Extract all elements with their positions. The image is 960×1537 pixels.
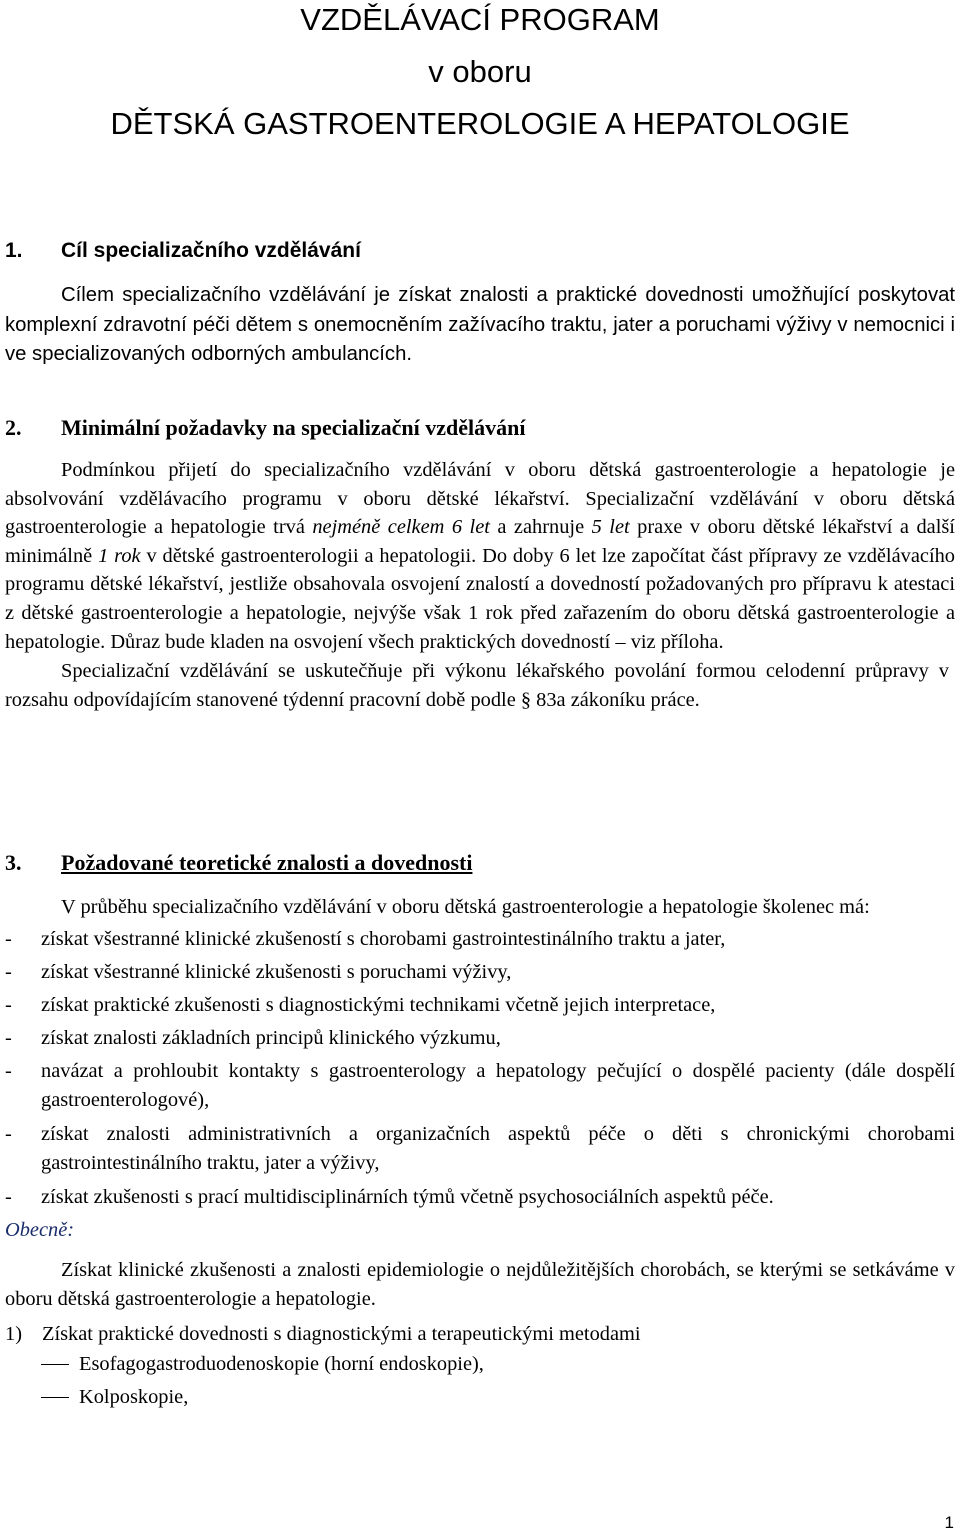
list-item <box>5 1120 955 1179</box>
list-item-text: získat zkušenosti s prací multidisciplinárních týmů včetně psychosociálních aspektů péče. <box>41 1185 774 1208</box>
dash-marker: - <box>5 927 12 950</box>
numbered-item-text: Získat praktické dovednosti s diagnostickými a terapeutickými metodami <box>42 1322 641 1345</box>
list-item-text: získat praktické zkušenosti s diagnostickými technikami včetně jejich interpretace, <box>41 993 716 1016</box>
document-title <box>0 0 960 150</box>
list-item-text: získat všestranné klinické zkušeností s chorobami gastrointestinálního traktu a jater, <box>41 927 726 950</box>
skills-list <box>5 925 955 1213</box>
section-2 <box>5 413 955 715</box>
para-text: v dětské gastroenterologii a hepatologii. Do doby 6 let lze započítat část přípravy ze vzdělávacího programu dětské lékařství, jestliže obsahovala osvojení znalostí a dovedností požadovaných pro přípravu k atestaci z dětské gastroenterologie a hepatologie, nejvýše však 1 rok před zařazením do oboru dětská gastroenterologie a hepatologie. Důraz bude kladen na osvojení všech praktických dovedností – viz příloha. <box>5 544 956 653</box>
para-text: Podmínkou přijetí do specializačního vzdělávání v oboru dětská gastroenterologie a hepatologie je absolvování vzdělávacího programu v oboru dětské lékařství. Specializační vzdělávání v oboru dětská gastroenterologie a hepatologie trvá <box>5 459 955 539</box>
dash-marker <box>41 1397 69 1399</box>
list-item-text: získat znalosti základních principů klinického výzkumu, <box>41 1026 501 1049</box>
title-line-3: DĚTSKÁ GASTROENTEROLOGIE A HEPATOLOGIE <box>110 106 850 141</box>
obecne-label: Obecně: <box>5 1218 75 1241</box>
para-text: a zahrnuje <box>489 516 592 539</box>
obecne-paragraph: Získat klinické zkušenosti a znalosti epidemiologie o nejdůležitějších chorobách, se kterými se setkáváme v oboru dětská gastroenterologie a hepatologie. <box>5 1258 955 1310</box>
dash-marker: - <box>5 1026 12 1049</box>
section-3-heading <box>5 848 955 878</box>
section-3-number: 3. <box>5 850 22 875</box>
section-1-number: 1. <box>5 239 23 262</box>
section-3-title: Požadované teoretické znalosti a dovednosti <box>61 850 473 875</box>
dash-marker: - <box>5 1059 12 1082</box>
section-2-paragraph-2: Specializační vzdělávání se uskutečňuje při výkonu lékařského povolání formou celodenní průpravy v rozsahu odpovídajícím stanovené týdenní pracovní době podle § 83a zákoníku práce. <box>5 660 949 712</box>
dash-marker: - <box>5 960 12 983</box>
list-item-text: získat znalosti administrativních a organizačních aspektů péče o děti s chronickými chorobami gastrointestinálního traktu, jater a výživy, <box>41 1122 955 1174</box>
list-item-text: Kolposkopie, <box>79 1385 189 1408</box>
para-text: praxe v oboru dětské lékařství a další minimálně <box>5 516 955 567</box>
section-2-paragraph-1 <box>5 456 955 656</box>
list-item <box>5 958 955 988</box>
list-item <box>5 1024 955 1054</box>
list-item <box>5 1381 955 1414</box>
dash-marker: - <box>5 993 12 1016</box>
list-item <box>5 1057 955 1116</box>
methods-list <box>5 1348 955 1414</box>
section-1-title: Cíl specializačního vzdělávání <box>61 239 361 262</box>
page-number: 1 <box>944 1513 954 1532</box>
title-line-2: v oboru <box>428 54 532 89</box>
para-emphasis: 5 let <box>591 516 630 539</box>
dash-marker: - <box>5 1122 12 1145</box>
section-1-paragraph: Cílem specializačního vzdělávání je získat znalosti a praktické dovednosti umožňující poskytovat komplexní zdravotní péči dětem s onemocněním zažívacího traktu, jater a poruchami výživy v nemocnici i ve specializovaných odborných ambulancích. <box>5 284 955 365</box>
title-line-1: VZDĚLÁVACÍ PROGRAM <box>300 2 660 37</box>
dash-marker <box>41 1364 69 1366</box>
list-item <box>5 991 955 1021</box>
section-3-intro: V průběhu specializačního vzdělávání v oboru dětská gastroenterologie a hepatologie školenec má: <box>61 896 870 918</box>
para-emphasis: 1 rok <box>98 544 141 567</box>
list-item-text: navázat a prohloubit kontakty s gastroenterology a hepatology pečující o dospělé pacienty (dále dospělí gastroenterologové), <box>41 1059 955 1111</box>
list-item <box>5 925 955 955</box>
list-item-text: Esofagogastroduodenoskopie (horní endoskopie), <box>79 1352 484 1375</box>
section-2-title: Minimální požadavky na specializační vzdělávání <box>61 415 526 440</box>
section-1 <box>5 236 955 370</box>
section-2-heading <box>5 413 955 443</box>
numbered-item-1 <box>5 1320 955 1349</box>
list-item <box>5 1348 955 1381</box>
dash-marker: - <box>5 1185 12 1208</box>
section-1-heading <box>5 236 955 266</box>
numbered-item-marker: 1) <box>5 1322 22 1345</box>
list-item-text: získat všestranné klinické zkušenosti s poruchami výživy, <box>41 960 512 983</box>
section-2-number: 2. <box>5 415 22 440</box>
section-3 <box>5 848 955 1414</box>
list-item <box>5 1183 955 1213</box>
para-emphasis: nejméně celkem 6 let <box>312 516 490 539</box>
